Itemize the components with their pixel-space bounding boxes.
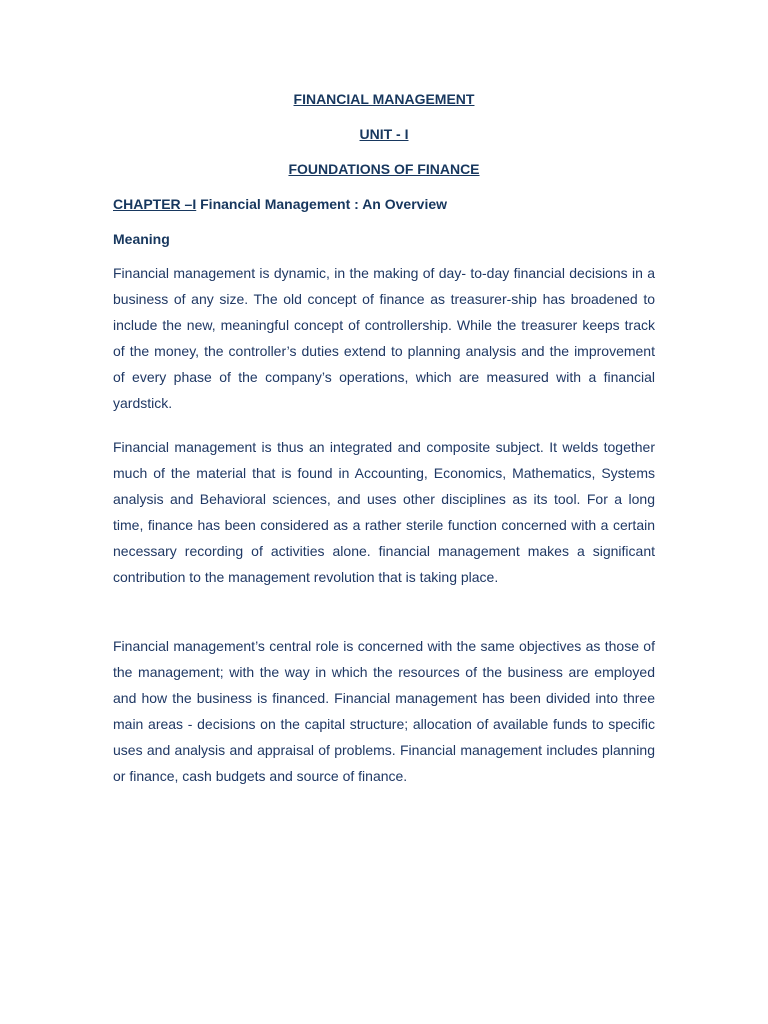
subsection-heading: Meaning (113, 231, 170, 247)
body-paragraph: Financial management is thus an integrated and composite subject. It welds together much of the material that is found in Accounting, Economics, Mathematics, Systems analysis and Behavioral sciences, and uses other disciplines as its tool. For a long time, finance has been considered as a rather sterile function concerned with a certain necessary recording of activities alone. financial management makes a significant contribution to the management revolution that is taking place. (113, 439, 655, 585)
chapter-title: Financial Management : An Overview (196, 196, 448, 212)
unit-heading: UNIT - I (359, 126, 409, 142)
body-paragraph: Financial management’s central role is concerned with the same objectives as those of the management; with the way in which the resources of the business are employed and how the business is financed. Financial management has been divided into three main areas - decisions on the capital structure; allocation of available funds to specific uses and analysis and appraisal of problems. Financial management includes planning or finance, cash budgets and source of finance. (113, 638, 655, 784)
body-paragraph: Financial management is dynamic, in the making of day- to-day financial decisions in a business of any size. The old concept of finance as treasurer-ship has broadened to include the new, meaningful concept of controllership. While the treasurer keeps track of the money, the controller’s duties extend to planning analysis and the improvement of every phase of the company’s operations, which are measured with a financial yardstick. (113, 265, 655, 411)
chapter-heading (113, 195, 447, 213)
document-title: FINANCIAL MANAGEMENT (293, 91, 475, 107)
section-heading: FOUNDATIONS OF FINANCE (288, 161, 480, 177)
chapter-number: CHAPTER –I (113, 196, 197, 212)
